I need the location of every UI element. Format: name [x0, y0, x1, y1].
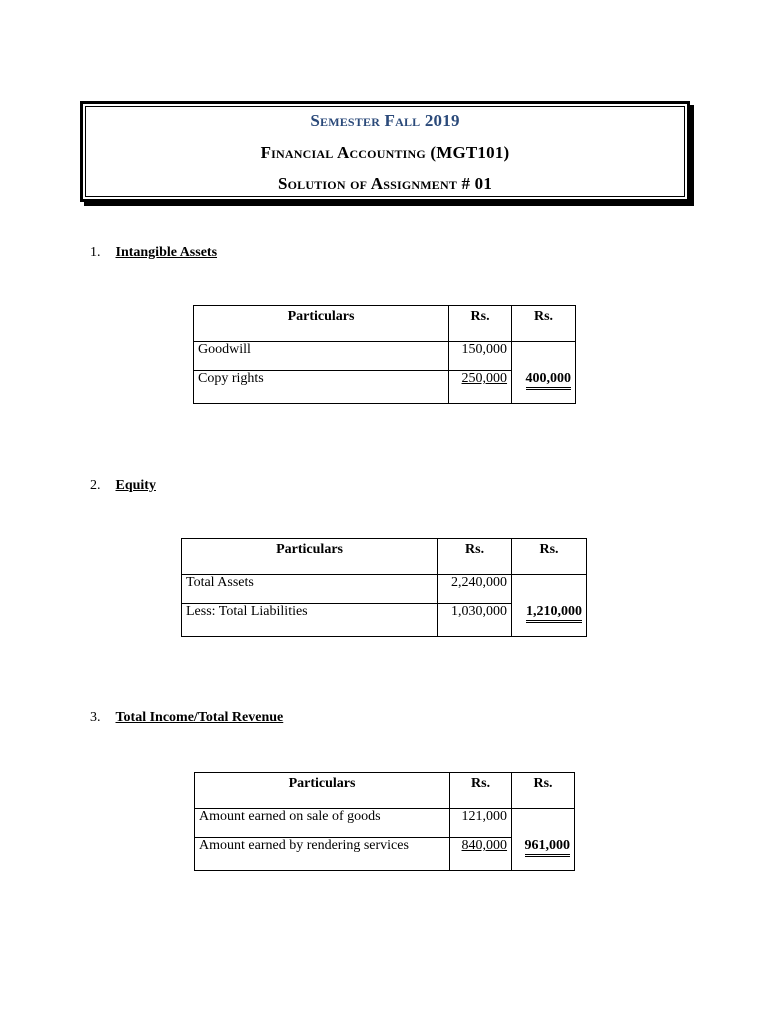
header-rs: Rs. — [512, 539, 587, 575]
row-value-cell — [450, 838, 512, 871]
section-heading-1 — [90, 245, 217, 261]
row-label: Amount earned on sale of goods — [195, 809, 450, 838]
row-value-cell — [449, 371, 512, 404]
total-cell — [512, 371, 576, 404]
row-label: Goodwill — [194, 342, 449, 371]
intangible-assets-table — [193, 305, 576, 404]
section-number: 3. — [90, 710, 101, 725]
section-heading-2 — [90, 478, 156, 494]
course-title: Financial Accounting (MGT101) — [260, 143, 510, 162]
section-title: Intangible Assets — [115, 245, 218, 260]
table-header-row — [194, 306, 576, 342]
section-number: 2. — [90, 478, 101, 493]
table-row — [195, 838, 575, 871]
row-value: 1,030,000 — [438, 604, 512, 637]
row-value: 840,000 — [461, 838, 508, 853]
semester-title: Semester Fall 2019 — [310, 111, 460, 130]
header-rs: Rs. — [512, 773, 575, 809]
row-label: Copy rights — [194, 371, 449, 404]
total-revenue-table — [194, 772, 575, 871]
row-label: Amount earned by rendering services — [195, 838, 450, 871]
table-header-row — [182, 539, 587, 575]
table-row — [182, 575, 587, 604]
row-value: 250,000 — [461, 371, 508, 386]
solution-title: Solution of Assignment # 01 — [277, 174, 493, 193]
row-value: 2,240,000 — [438, 575, 512, 604]
header-particulars: Particulars — [195, 773, 450, 809]
table-row — [182, 604, 587, 637]
empty-cell — [512, 575, 587, 604]
empty-cell — [512, 342, 576, 371]
header-rs: Rs. — [512, 306, 576, 342]
table-row — [194, 342, 576, 371]
section-title: Total Income/Total Revenue — [115, 710, 284, 725]
section-number: 1. — [90, 245, 101, 260]
header-rs: Rs. — [449, 306, 512, 342]
total-cell — [512, 838, 575, 871]
header-rs: Rs. — [438, 539, 512, 575]
header-particulars: Particulars — [182, 539, 438, 575]
total-value: 400,000 — [526, 371, 572, 390]
equity-table — [181, 538, 587, 637]
header-rs: Rs. — [450, 773, 512, 809]
table-row — [195, 809, 575, 838]
section-heading-3 — [90, 710, 283, 726]
table-header-row — [195, 773, 575, 809]
total-value: 961,000 — [525, 838, 571, 857]
total-cell — [512, 604, 587, 637]
table-row — [194, 371, 576, 404]
section-title: Equity — [115, 478, 156, 493]
empty-cell — [512, 809, 575, 838]
row-label: Less: Total Liabilities — [182, 604, 438, 637]
total-value: 1,210,000 — [526, 604, 582, 623]
row-value: 150,000 — [449, 342, 512, 371]
row-label: Total Assets — [182, 575, 438, 604]
header-particulars: Particulars — [194, 306, 449, 342]
row-value: 121,000 — [450, 809, 512, 838]
title-box — [80, 101, 690, 202]
